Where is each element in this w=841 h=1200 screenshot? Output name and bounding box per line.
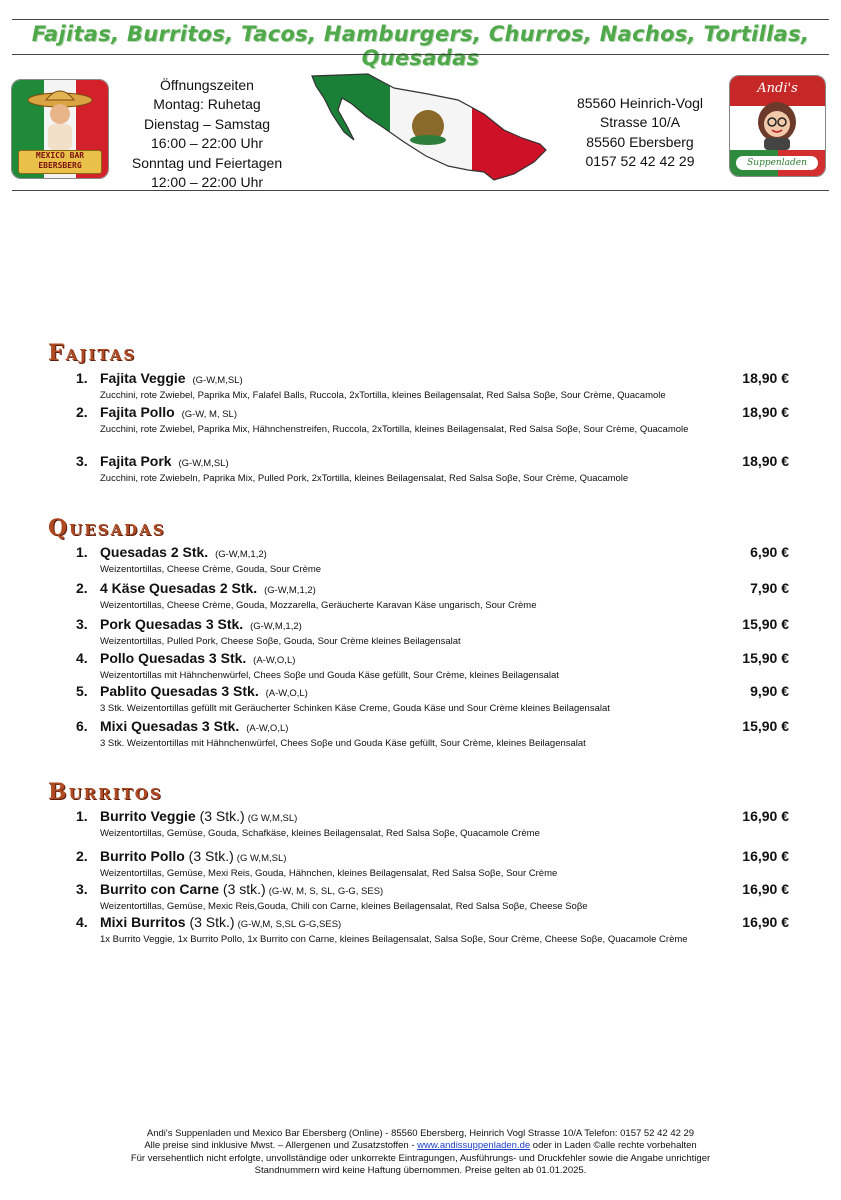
item-price: 18,90 €	[742, 404, 789, 420]
item-quantity: (3 stk.)	[222, 881, 266, 897]
allergen-codes: (A-W,O,L)	[253, 655, 296, 666]
hours-line: Öffnungszeiten	[160, 77, 254, 93]
item-price: 15,90 €	[742, 650, 789, 666]
footer-line	[40, 1140, 801, 1152]
item-name: Mixi Quesadas 3 Stk.	[100, 718, 240, 734]
section-title-fajitas: Fajitas	[48, 340, 137, 366]
logo-right-ribbon: Suppenladen	[736, 156, 818, 170]
allergen-codes: (G-W,M,SL)	[178, 458, 229, 469]
item-price: 16,90 €	[742, 808, 789, 824]
item-description: Weizentortillas, Pulled Pork, Cheese Soβe, Gouda, Sour Crème kleines Beilagensalat	[100, 636, 461, 647]
item-name-line	[100, 914, 341, 930]
item-number: 4.	[76, 914, 88, 930]
item-description: Zucchini, rote Zwiebeln, Paprika Mix, Pulled Pork, 2xTortilla, kleines Beilagensalat, Red Salsa Soβe, Sour Crème, Quacamole	[100, 473, 629, 484]
footer-line: Andi's Suppenladen und Mexico Bar Ebersberg (Online) - 85560 Ebersberg, Heinrich Vogl Strasse 10/A Telefon: 0157 52 42 42 29	[146, 1128, 695, 1139]
item-price: 7,90 €	[750, 580, 789, 596]
item-name-line	[100, 544, 267, 560]
item-name: Pollo Quesadas 3 Stk.	[100, 650, 247, 666]
item-name-line	[100, 616, 302, 632]
item-number: 2.	[76, 580, 88, 596]
item-number: 1.	[76, 544, 88, 560]
header	[0, 70, 841, 192]
item-quantity: (3 Stk.)	[188, 848, 234, 864]
item-name-line	[100, 370, 243, 386]
item-number: 3.	[76, 616, 88, 632]
footer-text: oder in Laden ©alle rechte vorbehalten	[530, 1140, 697, 1152]
item-number: 1.	[76, 808, 88, 824]
logo-left-line1: MEXICO BAR	[35, 151, 85, 160]
item-name: Quesadas 2 Stk.	[100, 544, 209, 560]
allergen-codes: (G-W,M,SL)	[192, 375, 243, 386]
address-block	[561, 94, 719, 172]
item-description: Weizentortillas, Gemüse, Mexi Reis, Gouda, Hähnchen, kleines Beilagensalat, Red Salsa Soβe, Sour Crème	[100, 868, 558, 879]
item-number: 2.	[76, 848, 88, 864]
section-title-quesadas: Quesadas	[48, 515, 166, 541]
footer-line: Standnummern wird keine Haftung übernommen. Preise gelten ab 01.01.2025.	[254, 1164, 587, 1176]
banner-title: Fajitas, Burritos, Tacos, Hamburgers, Churros, Nachos, Tortillas, Quesadas	[31, 22, 810, 70]
item-description: 1x Burrito Veggie, 1x Burrito Pollo, 1x Burrito con Carne, kleines Beilagensalat, Salsa Soβe, Sour Crème, Cheese Soβe, Quacamole Crème	[100, 934, 688, 945]
item-description: Zucchini, rote Zwiebel, Paprika Mix, Hähnchenstreifen, Ruccola, 2xTortilla, kleines Beilagensalat, Red Salsa Soβe, Sour Crème, Quacamole	[100, 424, 689, 435]
footer-line: Für versehentlich nicht erfolgte, unvollständige oder unkorrekte Eintragungen, Ausführungs- und Druckfehler sowie die Angabe unrichtiger	[130, 1152, 711, 1164]
item-name: Fajita Pollo	[100, 404, 175, 420]
item-number: 5.	[76, 683, 88, 699]
item-name: Pork Quesadas 3 Stk.	[100, 616, 244, 632]
allergen-codes: (G-W, M, S, SL, G-G, SES)	[268, 886, 384, 897]
item-price: 15,90 €	[742, 718, 789, 734]
item-name-line	[100, 580, 316, 596]
item-name: Mixi Burritos	[100, 914, 186, 930]
item-name-line	[100, 683, 308, 699]
header-bottom-rule	[12, 190, 829, 191]
item-description: Weizentortillas mit Hähnchenwürfel, Chees Soβe und Gouda Käse gefüllt, Sour Crème, kleines Beilagensalat	[100, 670, 559, 681]
item-price: 16,90 €	[742, 914, 789, 930]
item-number: 6.	[76, 718, 88, 734]
item-price: 16,90 €	[742, 848, 789, 864]
allergen-codes: (G W,M,SL)	[247, 813, 298, 824]
mexico-flag-map	[308, 70, 548, 188]
item-description: 3 Stk. Weizentortillas mit Hähnchenwürfel, Chees Soβe und Gouda Käse gefüllt, Sour Crème, kleines Beilagensalat	[100, 738, 586, 749]
mexico-bar-plate	[18, 150, 102, 174]
footer-text: Alle preise sind inklusive Mwst. – Allergenen und Zusatzstoffen -	[144, 1140, 418, 1152]
item-name-line	[100, 808, 297, 824]
item-description: Zucchini, rote Zwiebel, Paprika Mix, Falafel Balls, Ruccola, 2xTortilla, kleines Beilagensalat, Red Salsa Soβe, Sour Crème, Quacamole	[100, 390, 666, 401]
hours-line: Dienstag – Samstag	[143, 115, 271, 132]
item-name-line	[100, 881, 383, 897]
allergen-codes: (G-W,M,1,2)	[215, 549, 267, 560]
item-quantity: (3 Stk.)	[199, 808, 245, 824]
item-name-line	[100, 404, 237, 420]
opening-hours	[118, 76, 296, 192]
allergen-codes: (A-W,O,L)	[265, 688, 308, 699]
allergen-codes: (A-W,O,L)	[246, 723, 289, 734]
item-name: Burrito Veggie	[100, 808, 196, 824]
item-description: Weizentortillas, Cheese Crème, Gouda, Mozzarella, Geräucherte Karavan Käse ungarisch, Sour Crème	[100, 600, 537, 611]
item-price: 9,90 €	[750, 683, 789, 699]
item-description: Weizentortillas, Cheese Crème, Gouda, Sour Crème	[100, 564, 322, 575]
logo-right-brand: Andi's	[757, 81, 798, 96]
phone-number: 0157 52 42 42 29	[585, 153, 695, 170]
hours-line: Montag: Ruhetag	[153, 96, 261, 113]
banner-top-rule	[12, 19, 829, 20]
item-name: Pablito Quesadas 3 Stk.	[100, 683, 259, 699]
item-name-line	[100, 718, 288, 734]
item-number: 4.	[76, 650, 88, 666]
item-name-line	[100, 453, 229, 469]
sombrero-figure-icon	[26, 86, 94, 152]
item-price: 16,90 €	[742, 881, 789, 897]
item-number: 1.	[76, 370, 88, 386]
item-price: 18,90 €	[742, 453, 789, 469]
hours-line: 16:00 – 22:00 Uhr	[150, 135, 264, 152]
item-description: Weizentortillas, Gemüse, Mexic Reis,Gouda, Chili con Carne, kleines Beilagensalat, Red Salsa Soβe, Cheese Soβe	[100, 901, 588, 912]
item-price: 6,90 €	[750, 544, 789, 560]
hours-line: Sonntag und Feiertagen	[131, 154, 283, 171]
address-line: 85560 Heinrich-Vogl	[576, 95, 704, 111]
mexico-map-icon	[308, 70, 548, 188]
item-name-line	[100, 848, 286, 864]
allergen-codes: (G-W,M, S,SL G-G,SES)	[237, 919, 342, 930]
logo-left-line2: EBERSBERG	[38, 161, 82, 170]
item-number: 3.	[76, 881, 88, 897]
item-quantity: (3 Stk.)	[189, 914, 235, 930]
item-name: 4 Käse Quesadas 2 Stk.	[100, 580, 258, 596]
item-price: 15,90 €	[742, 616, 789, 632]
item-number: 3.	[76, 453, 88, 469]
section-title-burritos: Burritos	[48, 779, 163, 805]
address-line: 85560 Ebersberg	[586, 133, 694, 150]
item-description: 3 Stk. Weizentortillas gefüllt mit Geräucherter Schinken Käse Creme, Gouda Käse und Sour Crème kleines Beilagensalat	[100, 703, 610, 714]
footer	[40, 1128, 801, 1177]
banner-bottom-rule	[12, 54, 829, 55]
item-number: 2.	[76, 404, 88, 420]
item-name-line	[100, 650, 295, 666]
item-name: Burrito con Carne	[100, 881, 220, 897]
item-name: Burrito Pollo	[100, 848, 185, 864]
item-name: Fajita Pork	[100, 453, 172, 469]
allergen-codes: (G-W, M, SL)	[181, 409, 237, 420]
item-description: Weizentortillas, Gemüse, Gouda, Schafkäse, kleines Beilagensalat, Red Salsa Soβe, Quacamole Crème	[100, 828, 540, 839]
item-name: Fajita Veggie	[100, 370, 186, 386]
hours-line: 12:00 – 22:00 Uhr	[150, 174, 264, 191]
allergen-codes: (G-W,M,1,2)	[264, 585, 316, 596]
allergen-codes: (G-W,M,1,2)	[250, 621, 302, 632]
item-price: 18,90 €	[742, 370, 789, 386]
address-line: Strasse 10/A	[599, 114, 681, 131]
website-link[interactable]: www.andissuppenladen.de	[417, 1140, 531, 1152]
allergen-codes: (G W,M,SL)	[236, 853, 287, 864]
andis-suppenladen-logo	[729, 75, 826, 177]
mexico-bar-logo	[11, 79, 109, 179]
portrait-icon	[754, 100, 800, 150]
